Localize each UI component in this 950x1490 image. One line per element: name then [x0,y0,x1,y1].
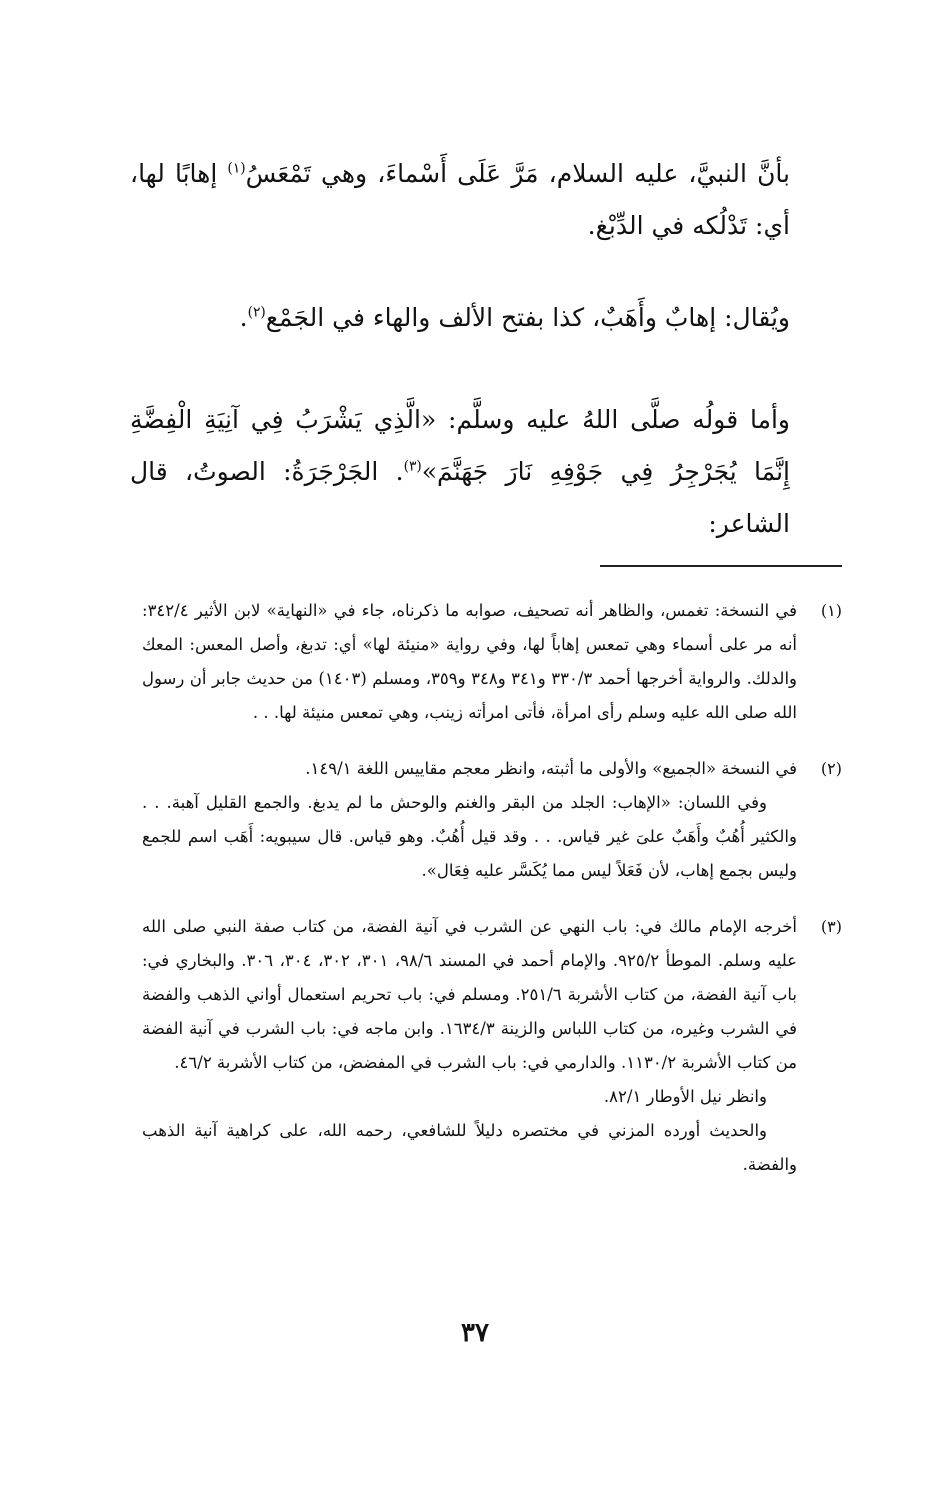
main-paragraph-2-text: ويُقال: إهابٌ وأَهَبٌ، كذا بفتح الألف والهاء في الجَمْع [265,303,790,332]
footnote-ref-3: (٣) [403,458,422,475]
main-text [130,148,790,600]
main-paragraph-3 [130,394,790,550]
footnote-number: (٢) [820,759,842,778]
footnote-2 [142,752,842,888]
footnote-ref-2: (٢) [247,304,266,321]
main-paragraph-1-text: بأنَّ النبيَّ، عليه السلام، مَرَّ عَلَى أَسْماءَ، وهي تَمْعَسُ [245,159,791,188]
main-paragraph-2-end: . [239,303,248,332]
footnote-body [142,910,797,1182]
footnotes [142,594,842,1204]
footnote-paragraph: وفي اللسان: «الإهاب: الجلد من البقر والغنم والوحش ما لم يدبغ. والجمع القليل آهبة. . . والكثير أُهُبٌ وأَهَبٌ علىَ غير قياس. . . وقد قيل أُهُبٌ. وهو قياس. قال سيبويه: أَهَب اسم للجمع وليس بجمع إهاب، لأن فَعَلاً ليس مما يُكَسَّر عليه فِعَال». [142,793,797,880]
footnote-body [142,752,797,888]
main-paragraph-1-continuation: إهابًا لها، أي: تَدْلُكه في الدِّبْغ. [130,159,790,240]
main-paragraph-3-continuation: . الجَرْجَرَةُ: الصوتُ، قال الشاعر: [130,457,790,538]
main-paragraph-2 [130,292,790,344]
footnote-paragraph: وانظر نيل الأوطار ٨٢/١. [603,1087,767,1106]
footnote-paragraph: في النسخة: تغمس، والظاهر أنه تصحيف، صوابه ما ذكرناه، جاء في «النهاية» لابن الأثير ٣٤٢/٤: أنه مر على أسماء وهي تمعس إهاباً لها، وفي رواية «منيئة لها» أي: تدبغ، وأصل المعس: المعك والدلك. والرواية أخرجها أحمد ٣٣٠/٣ و٣٤١ و٣٤٨ و٣٥٩، ومسلم (١٤٠٣) من حديث جابر أن رسول الله صلى الله عليه وسلم رأى امرأة، فأتى امرأته زينب، وهي تمعس منيئة لها. . . [142,601,798,722]
footnote-ref-1: (١) [227,160,246,177]
footnote-paragraph: في النسخة «الجميع» والأولى ما أثبته، وانظر معجم مقاييس اللغة ١٤٩/١. [305,759,797,778]
footnote-1 [142,594,842,730]
footnote-3 [142,910,842,1182]
footnote-paragraph: والحديث أورده المزني في مختصره دليلاً للشافعي، رحمه الله، على كراهية آنية الذهب والفضة. [142,1121,797,1174]
footnote-body [142,594,797,730]
footnote-number: (١) [820,601,842,620]
footnote-number: (٣) [820,917,842,936]
footnote-separator [600,565,842,567]
page-number: ٣٧ [461,1318,489,1348]
main-paragraph-1 [130,148,790,252]
main-paragraph-3-text: وأما قولُه صلَّى اللهُ عليه وسلَّم: «الَّذِي يَشْرَبُ فِي آنِيَةِ الْفِضَّةِ إِنَّمَا يُجَرْجِرُ فِي جَوْفِهِ نَارَ جَهَنَّمَ» [130,405,791,486]
footnote-paragraph: أخرجه الإمام مالك في: باب النهي عن الشرب في آنية الفضة، من كتاب صفة النبي صلى الله عليه وسلم. الموطأ ٩٢٥/٢. والإمام أحمد في المسند ٩٨/٦، ٣٠١، ٣٠٢، ٣٠٤، ٣٠٦. والبخاري في: باب آنية الفضة، من كتاب الأشربة ٢٥١/٦. ومسلم في: باب تحريم استعمال أواني الذهب والفضة في الشرب وغيره، من كتاب اللباس والزينة ١٦٣٤/٣. وابن ماجه في: باب الشرب في آنية الفضة من كتاب الأشربة ١١٣٠/٢. والدارمي في: باب الشرب في المفضض، من كتاب الأشربة ٤٦/٢. [142,917,798,1072]
